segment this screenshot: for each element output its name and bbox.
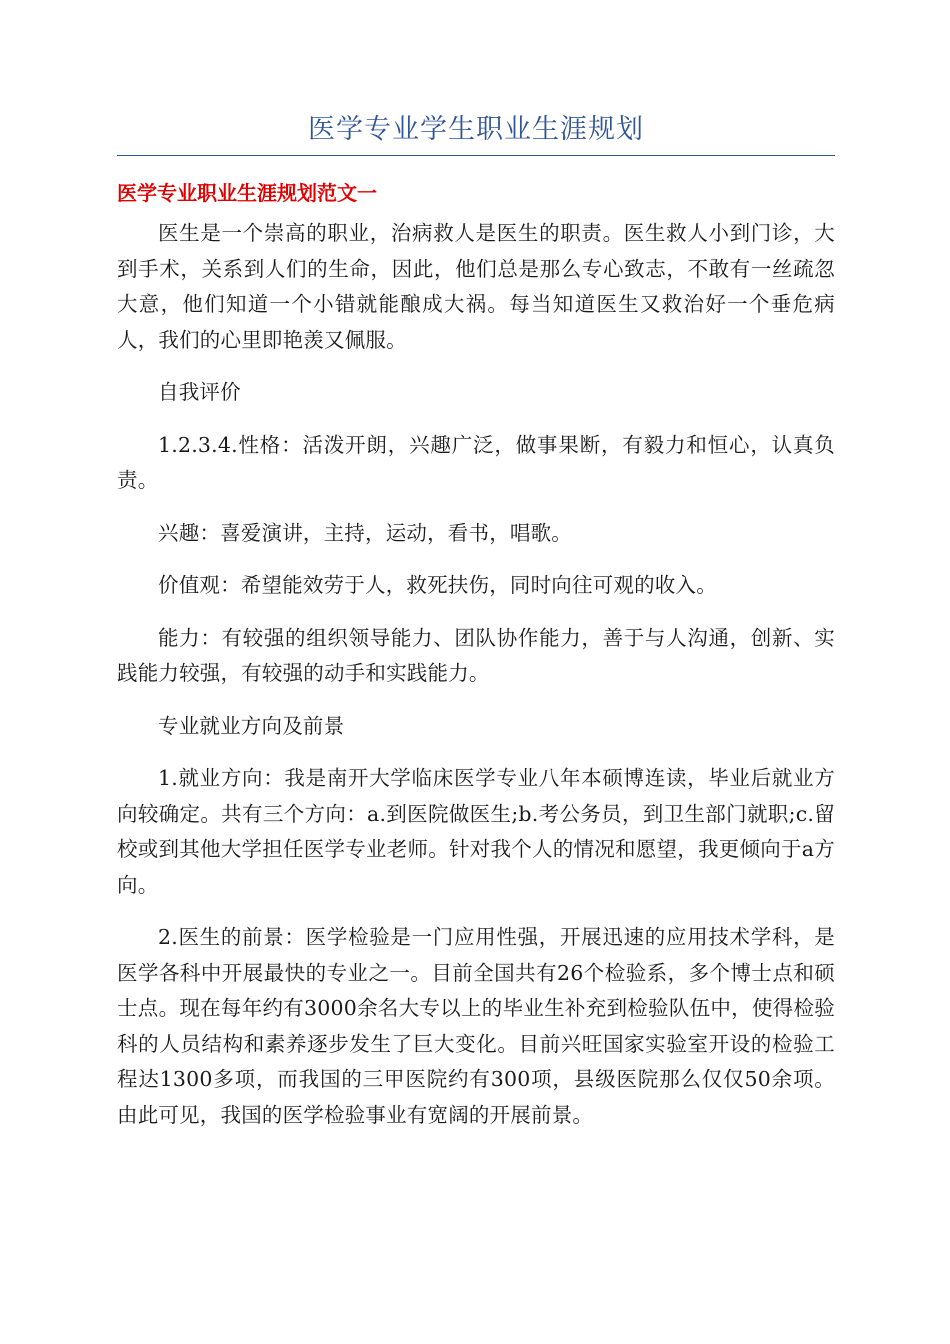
paragraph-values: 价值观：希望能效劳于人，救死扶伤，同时向往可观的收入。 [158,573,717,597]
paragraph-career-prospects: 2.医生的前景：医学检验是一门应用性强，开展迅速的应用技术学科，是医学各科中开展最快的专业之一。目前全国共有26个检验系，多个博士点和硕士点。现在每年约有3000余名大专以上的毕业生补充到检验队伍中，使得检验科的人员结构和素养逐步发生了巨大变化。目前兴旺国家实验室开设的检验工程达1300多项，而我国的三甲医院约有300项，县级医院那么仅仅50余项。由此可见，我国的医学检验事业有宽阔的开展前景。 [117,925,835,1127]
paragraph-personality: 1.2.3.4.性格：活泼开朗，兴趣广泛，做事果断，有毅力和恒心，认真负责。 [117,432,835,492]
document-title: 医学专业学生职业生涯规划 [117,108,835,156]
paragraph-abilities: 能力：有较强的组织领导能力、团队协作能力，善于与人沟通，创新、实践能力较强，有较强的动手和实践能力。 [117,625,835,685]
paragraph-career-heading: 专业就业方向及前景 [158,713,345,738]
document-page [117,108,835,1133]
paragraph-career-direction: 1.就业方向：我是南开大学临床医学专业八年本硕博连读，毕业后就业方向较确定。共有三个方向：a.到医院做医生;b.考公务员，到卫生部门就职;c.留校或到其他大学担任医学专业老师。针对我个人的情况和愿望，我更倾向于a方向。 [117,766,835,897]
paragraph-intro: 医生是一个崇高的职业，治病救人是医生的职责。医生救人小到门诊，大到手术，关系到人们的生命，因此，他们总是那么专心致志，不敢有一丝疏忽大意，他们知道一个小错就能酿成大祸。每当知道医生又救治好一个垂危病人，我们的心里即艳羡又佩服。 [117,221,835,352]
paragraph-self-evaluation-heading: 自我评价 [158,380,241,404]
section-heading: 医学专业职业生涯规划范文一 [117,181,377,205]
paragraph-interests: 兴趣：喜爱演讲，主持，运动，看书，唱歌。 [158,520,572,545]
